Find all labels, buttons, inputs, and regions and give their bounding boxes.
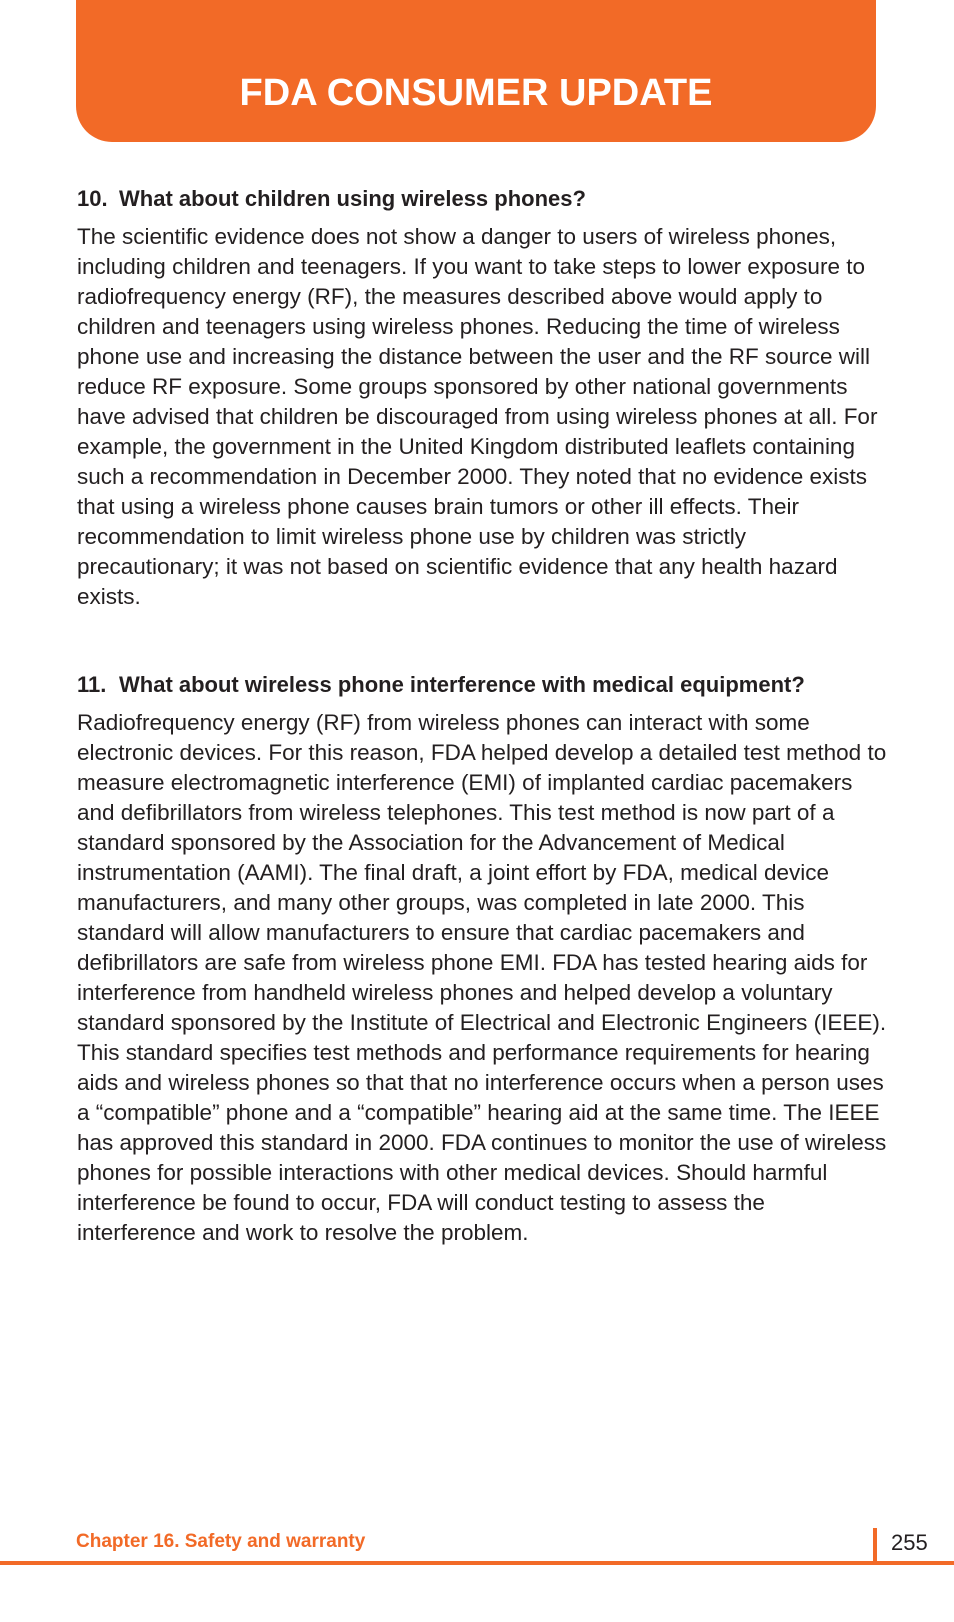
question-text: What about wireless phone interference with medical equipment? xyxy=(119,672,805,697)
question-heading xyxy=(77,670,887,700)
answer-paragraph: Radiofrequency energy (RF) from wireless phones can interact with some electronic devices. For this reason, FDA helped develop a detailed test method to measure electromagnetic interference (EMI) of implanted cardiac pacemakers and defibrillators from wireless telephones. This test method is now part of a standard sponsored by the Association for the Advancement of Medical instrumentation (AAMI). The final draft, a joint effort by FDA, medical device manufacturers, and many other groups, was completed in late 2000. This standard will allow manufacturers to ensure that cardiac pacemakers and defibrillators are safe from wireless phone EMI. FDA has tested hearing aids for interference from handheld wireless phones and helped develop a voluntary standard sponsored by the Institute of Electrical and Electronic Engineers (IEEE). This standard specifies test methods and performance requirements for hearing aids and wireless phones so that that no interference occurs when a person uses a “compatible” phone and a “compatible” hearing aid at the same time. The IEEE has approved this standard in 2000. FDA continues to monitor the use of wireless phones for possible interactions with other medical devices. Should harmful interference be found to occur, FDA will conduct testing to assess the interference and work to resolve the problem. xyxy=(77,710,887,1245)
question-heading xyxy=(77,184,887,214)
footer-rule xyxy=(0,1561,954,1565)
question-number: 11. xyxy=(77,672,107,697)
page-title: FDA CONSUMER UPDATE xyxy=(239,72,713,114)
main-content xyxy=(77,184,887,1248)
answer-paragraph: The scientific evidence does not show a danger to users of wireless phones, including children and teenagers. If you want to take steps to lower exposure to radiofrequency energy (RF), the measures described above would apply to children and teenagers using wireless phones. Reducing the time of wireless phone use and increasing the distance between the user and the RF source will reduce RF exposure. Some groups sponsored by other national governments have advised that children be discouraged from using wireless phones at all. For example, the government in the United Kingdom distributed leaflets containing such a recommendation in December 2000. They noted that no evidence exists that using a wireless phone causes brain tumors or other ill effects. Their recommendation to limit wireless phone use by children was strictly precautionary; it was not based on scientific evidence that any health hazard exists. xyxy=(77,224,878,609)
question-number: 10. xyxy=(77,186,108,211)
page-number: 255 xyxy=(891,1530,928,1555)
footer-chapter-title: Chapter 16. Safety and warranty xyxy=(76,1531,366,1552)
footer-divider xyxy=(873,1528,877,1564)
header-banner xyxy=(76,0,876,142)
question-text: What about children using wireless phones? xyxy=(119,186,586,211)
